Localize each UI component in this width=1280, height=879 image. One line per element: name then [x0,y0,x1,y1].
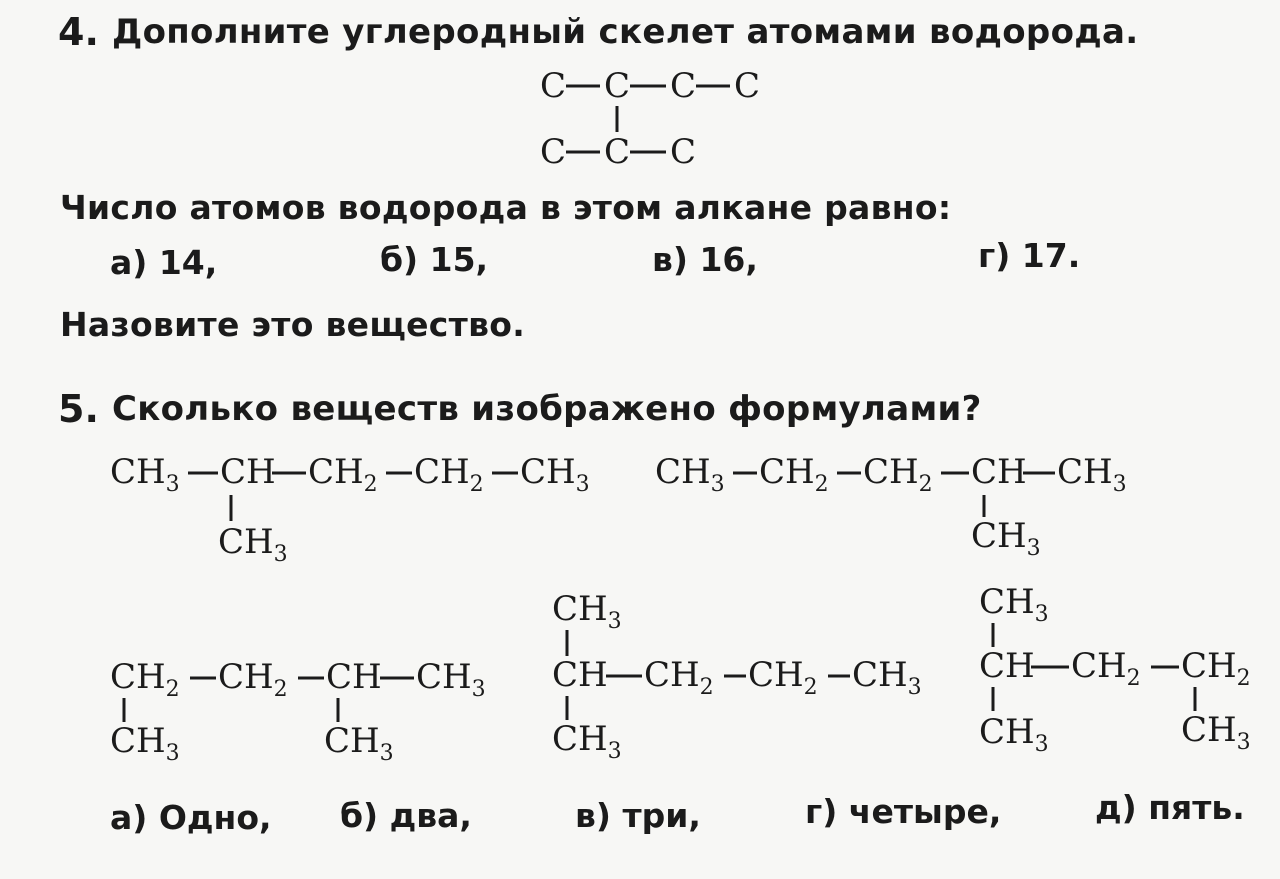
group-ch3: $CH_3$ [324,721,394,766]
atom-c: C [604,66,631,106]
atom-c: C [540,132,567,172]
atom-c: C [670,132,697,172]
group-ch2: $CH_2$ [110,657,180,702]
group-ch: CH [326,657,382,697]
group-ch3: $CH_3$ [1181,710,1251,755]
task5-number: 5. [58,387,99,431]
task4-option-a: а) 14, [110,243,218,282]
group-ch2: $CH_2$ [218,657,288,702]
group-ch3: $CH_3$ [979,582,1049,627]
formula-4 [540,580,940,780]
group-ch: CH [220,452,276,492]
carbon-skeleton-diagram [520,60,780,180]
group-ch3: $CH_3$ [520,452,590,497]
atom-c: C [670,66,697,106]
formula-1 [100,445,600,575]
atom-c: C [734,66,761,106]
task5-option-a: а) Одно, [110,798,272,837]
group-ch2: $CH_2$ [414,452,484,497]
group-ch3: $CH_3$ [979,712,1049,757]
task4-option-b: б) 15, [380,240,489,279]
group-ch3: $CH_3$ [110,452,180,497]
group-ch: CH [979,646,1035,686]
group-ch2: $CH_2$ [1071,646,1141,691]
task4-option-d: г) 17. [978,236,1081,275]
group-ch: CH [552,655,608,695]
group-ch2: $CH_2$ [308,452,378,497]
atom-c: C [540,66,567,106]
skeleton-top-chain [540,66,760,106]
group-ch3: $CH_3$ [852,655,922,700]
atom-c: C [604,132,631,172]
group-ch3: $CH_3$ [110,721,180,766]
task5-heading: Сколько веществ изображено формулами? [112,389,982,429]
task4-number: 4. [58,10,99,54]
group-ch3: $CH_3$ [552,589,622,634]
group-ch2: $CH_2$ [1181,646,1251,691]
task4-option-c: в) 16, [652,240,758,279]
group-ch3: $CH_3$ [218,522,288,567]
group-ch2: $CH_2$ [748,655,818,700]
group-ch3: $CH_3$ [655,452,725,497]
group-ch2: $CH_2$ [759,452,829,497]
group-ch3: $CH_3$ [416,657,486,702]
group-ch2: $CH_2$ [644,655,714,700]
task4-question: Число атомов водорода в этом алкане равно: [60,188,952,227]
task5-option-e: д) пять. [1095,788,1245,827]
skeleton-bottom-chain [540,132,696,172]
formula-2 [645,445,1145,575]
group-ch2: $CH_2$ [863,452,933,497]
formula-3 [100,640,520,780]
group-ch3: $CH_3$ [552,719,622,764]
group-ch3: $CH_3$ [1057,452,1127,497]
task5-option-c: в) три, [575,796,701,835]
task4-heading: Дополните углеродный скелет атомами водорода. [112,12,1139,52]
group-ch: CH [971,452,1027,492]
formula-5 [965,575,1265,775]
task5-option-d: г) четыре, [805,792,1002,831]
task4-prompt: Назовите это вещество. [60,305,526,344]
group-ch3: $CH_3$ [971,516,1041,561]
task5-option-b: б) два, [340,796,472,835]
